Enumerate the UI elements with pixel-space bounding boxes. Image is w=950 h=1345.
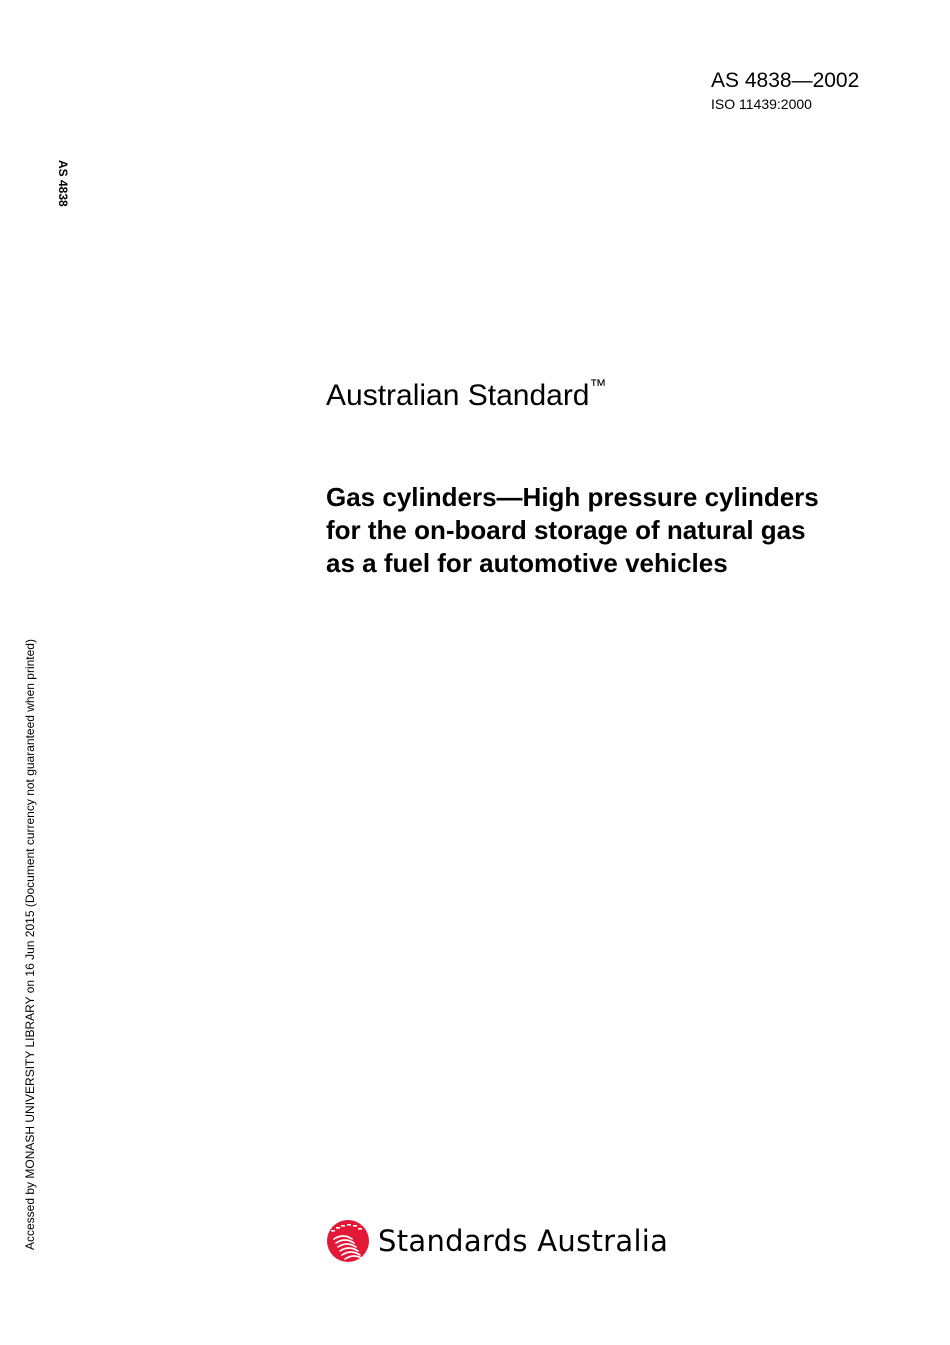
publisher-name: Standards Australia [378,1224,669,1258]
title-line: Gas cylinders—High pressure cylinders [326,482,819,512]
series-name: Australian Standard [326,379,590,412]
access-note: Accessed by MONASH UNIVERSITY LIBRARY on 16 Jun 2015 (Document currency not guaranteed when printed) [23,639,37,1250]
spine-label: AS 4838 [56,160,70,207]
trademark-symbol: ™ [589,376,607,395]
publisher-branding [326,1218,668,1264]
series-title [326,376,607,416]
document-title [326,481,926,580]
title-line: for the on-board storage of natural gas [326,515,806,545]
title-line: as a fuel for automotive vehicles [326,548,728,578]
iso-number: ISO 11439:2000 [711,96,812,112]
standards-australia-logo-icon [326,1219,370,1263]
standard-number: AS 4838—2002 [711,69,860,92]
